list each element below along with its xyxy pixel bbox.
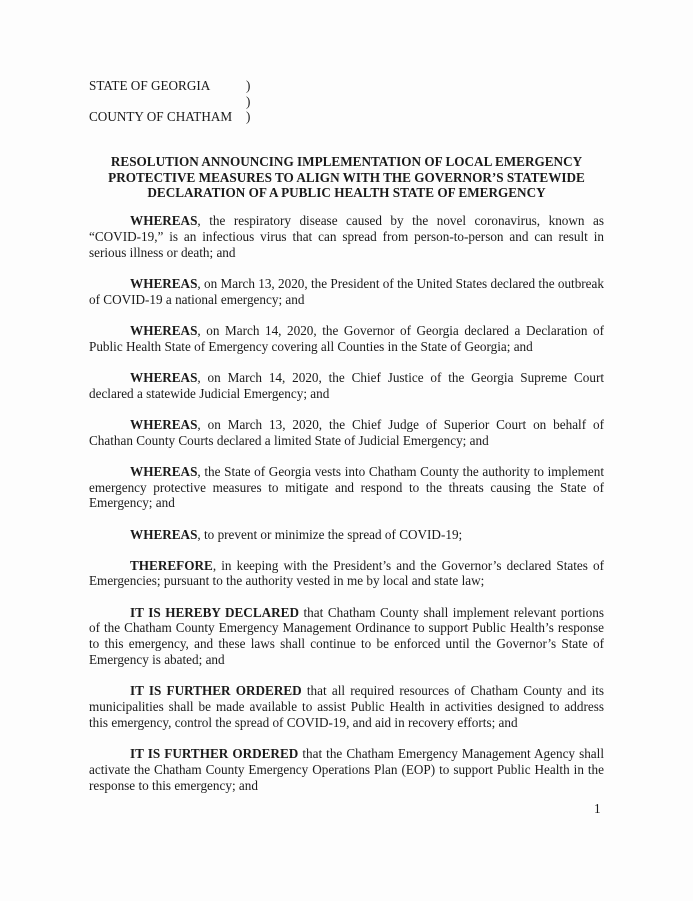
paragraph-text: that all required resources of Chatham County and its municipalities shall be made available to assist Public Health in activities designed to address this emergency, control the spread of COVID-19, and aid in recovery efforts; and [89, 683, 604, 730]
case-caption [89, 78, 256, 125]
paragraph-text: , on March 13, 2020, the Chief Judge of Superior Court on behalf of Chathan County Courts declared a limited State of Judicial Emergency; and [89, 416, 604, 448]
title-line: PROTECTIVE MEASURES TO ALIGN WITH THE GOVERNOR’S STATEWIDE [108, 169, 585, 185]
whereas-paragraph [89, 370, 604, 402]
ordered-paragraph [89, 746, 604, 793]
paragraph-keyword: THEREFORE [130, 557, 213, 573]
paragraph-keyword: WHEREAS [130, 526, 198, 542]
page-number: 1 [594, 801, 601, 816]
caption-paren: ) [246, 109, 251, 124]
whereas-paragraph [89, 417, 604, 449]
paragraph-text: , in keeping with the President’s and the Governor’s declared States of Emergencies; pursuant to the authority vested in me by local and state law; [89, 557, 604, 589]
paragraph-keyword: WHEREAS [130, 463, 198, 479]
caption-paren: ) [246, 93, 251, 109]
caption-row [89, 109, 256, 125]
caption-blank [89, 94, 246, 110]
paragraph-keyword: IT IS HEREBY DECLARED [130, 604, 299, 620]
paragraph-keyword: WHEREAS [130, 416, 198, 432]
caption-row [89, 78, 256, 94]
resolution-body [89, 213, 604, 809]
paragraph-text: that the Chatham Emergency Management Agency shall activate the Chatham County Emergency Operations Plan (EOP) to support Public Health in the response to this emergency; and [89, 746, 604, 793]
paragraph-text: , on March 13, 2020, the President of the United States declared the outbreak of COVID-19 a national emergency; and [89, 275, 604, 307]
paragraph-text: , to prevent or minimize the spread of COVID-19; [197, 526, 463, 542]
whereas-paragraph [89, 464, 604, 511]
paragraph-text: , the respiratory disease caused by the novel coronavirus, known as “COVID-19,” is an infectious virus that can spread from person-to-person and can result in serious illness or death; and [89, 213, 604, 260]
whereas-paragraph [89, 213, 604, 260]
whereas-paragraph [89, 276, 604, 308]
whereas-paragraph [89, 527, 604, 543]
paragraph-keyword: WHEREAS [130, 369, 198, 385]
resolution-title [89, 154, 604, 201]
title-line: RESOLUTION ANNOUNCING IMPLEMENTATION OF LOCAL EMERGENCY [110, 154, 583, 169]
ordered-paragraph [89, 683, 604, 730]
caption-county: COUNTY OF CHATHAM [89, 109, 233, 124]
paragraph-keyword: IT IS FURTHER ORDERED [130, 746, 299, 762]
caption-row [89, 94, 256, 110]
caption-paren: ) [246, 78, 251, 93]
caption-state: STATE OF GEORGIA [89, 78, 211, 93]
whereas-paragraph [89, 323, 604, 355]
paragraph-keyword: IT IS FURTHER ORDERED [130, 683, 302, 699]
paragraph-text: , on March 14, 2020, the Governor of Georgia declared a Declaration of Public Health State of Emergency covering all Counties in the State of Georgia; and [89, 322, 604, 354]
title-line: DECLARATION OF A PUBLIC HEALTH STATE OF EMERGENCY [147, 185, 546, 200]
paragraph-keyword: WHEREAS [130, 275, 198, 291]
declared-paragraph [89, 605, 604, 668]
paragraph-keyword: WHEREAS [130, 213, 198, 228]
paragraph-keyword: WHEREAS [130, 322, 198, 338]
paragraph-text: , the State of Georgia vests into Chatham County the authority to implement emergency protective measures to mitigate and respond to the threats causing the State of Emergency; and [89, 463, 604, 511]
therefore-paragraph [89, 558, 604, 590]
paragraph-text: , on March 14, 2020, the Chief Justice of the Georgia Supreme Court declared a statewide Judicial Emergency; and [89, 369, 604, 401]
paragraph-text: that Chatham County shall implement relevant portions of the Chatham County Emergency Management Ordinance to support Public Health’s response to this emergency, and these laws shall continue to be enforced until the Governor’s State of Emergency is abated; and [89, 604, 604, 668]
